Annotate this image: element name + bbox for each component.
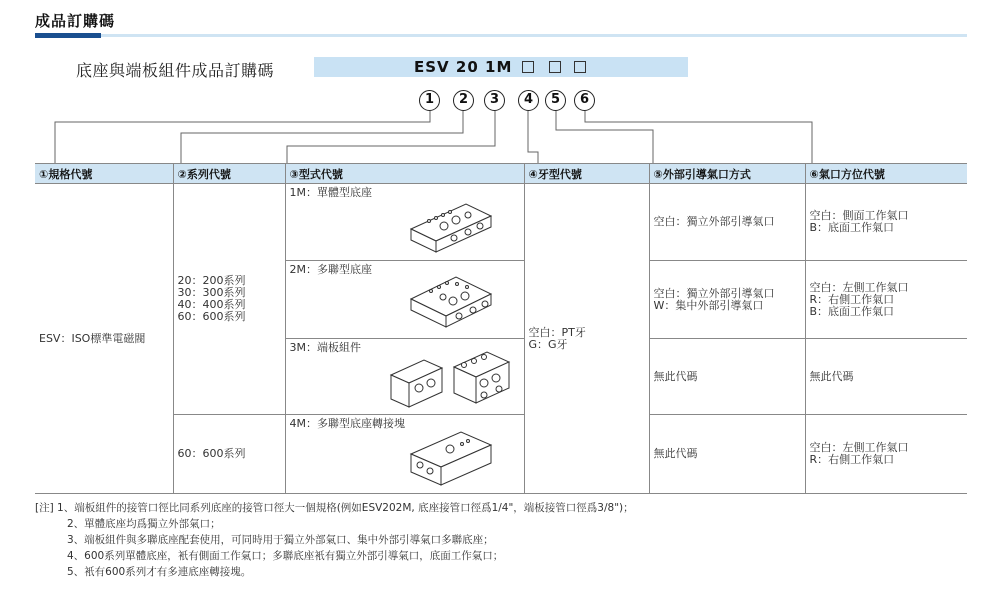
code-type: 1M <box>485 58 513 76</box>
code-placeholder-4 <box>522 61 534 73</box>
notes <box>35 500 634 580</box>
note-5: 5、衹有600系列才有多連底座轉接塊。 <box>67 566 252 578</box>
note-4: 4、600系列單體底座，衹有側面工作氣口；多聯底座衹有獨立外部引導氣口，底面工作氣口； <box>67 550 504 562</box>
code-prefix: ESV <box>414 58 450 76</box>
multi-base-image <box>401 269 501 331</box>
circle-number-5: 5 <box>545 90 566 111</box>
type-cell-1m <box>285 184 524 261</box>
circle-number-3: 3 <box>484 90 505 111</box>
adapter-block-image <box>406 427 496 489</box>
header-series: ②系列代號 <box>173 164 285 184</box>
circle-number-6: 6 <box>574 90 595 111</box>
port-cell-1m: 空白：側面工作氣口 B：底面工作氣口 <box>805 184 967 261</box>
order-code-label: 底座與端板組件成品訂購碼 <box>76 61 275 80</box>
code-series: 20 <box>455 58 479 76</box>
series-cell-main: 20：200系列 30：300系列 40：400系列 60：600系列 <box>173 184 285 415</box>
type-cell-3m <box>285 339 524 415</box>
end-plate-image <box>386 343 516 413</box>
order-code-text <box>414 58 512 76</box>
thread-cell: 空白：PT牙 G：G牙 <box>524 184 649 494</box>
port-cell-2m: 空白：左側工作氣口 R：右側工作氣口 B：底面工作氣口 <box>805 261 967 339</box>
type-label-3m: 3M：端板組件 <box>289 341 361 354</box>
pilot-cell-4m: 無此代碼 <box>649 415 805 494</box>
type-label-1m: 1M：單體型底座 <box>289 186 372 199</box>
title-underline-accent <box>35 33 101 38</box>
spec-cell: ESV：ISO標準電磁閥 <box>35 184 173 494</box>
single-base-image <box>396 194 496 254</box>
title-underline <box>35 34 967 37</box>
page-title: 成品訂購碼 <box>35 12 116 30</box>
pilot-cell-1m: 空白：獨立外部引導氣口 <box>649 184 805 261</box>
header-port: ⑥氣口方位代號 <box>805 164 967 184</box>
code-placeholder-6 <box>574 61 586 73</box>
header-spec: ①規格代號 <box>35 164 173 184</box>
type-label-2m: 2M：多聯型底座 <box>289 263 372 276</box>
circle-number-4: 4 <box>518 90 539 111</box>
series-cell-600: 60：600系列 <box>173 415 285 494</box>
circle-number-2: 2 <box>453 90 474 111</box>
port-cell-3m: 無此代碼 <box>805 339 967 415</box>
header-thread: ④牙型代號 <box>524 164 649 184</box>
note-1: [注] 1、端板組件的接管口徑比同系列底座的接管口徑大一個規格(例如ESV202M, 底座接管口徑爲1/4"，端板接管口徑爲3/8")； <box>35 502 634 514</box>
pilot-cell-2m: 空白：獨立外部引導氣口 W：集中外部引導氣口 <box>649 261 805 339</box>
note-3: 3、端板組件與多聯底座配套使用，可同時用于獨立外部氣口、集中外部引導氣口多聯底座； <box>67 534 494 546</box>
header-type: ③型式代號 <box>285 164 524 184</box>
circle-number-1: 1 <box>419 90 440 111</box>
type-cell-4m <box>285 415 524 494</box>
note-2: 2、單體底座均爲獨立外部氣口； <box>67 518 221 530</box>
type-cell-2m <box>285 261 524 339</box>
type-label-4m: 4M：多聯型底座轉接塊 <box>289 417 405 430</box>
port-cell-4m: 空白：左側工作氣口 R：右側工作氣口 <box>805 415 967 494</box>
code-placeholder-5 <box>549 61 561 73</box>
pilot-cell-3m: 無此代碼 <box>649 339 805 415</box>
header-pilot: ⑤外部引導氣口方式 <box>649 164 805 184</box>
order-code-table <box>35 163 967 494</box>
